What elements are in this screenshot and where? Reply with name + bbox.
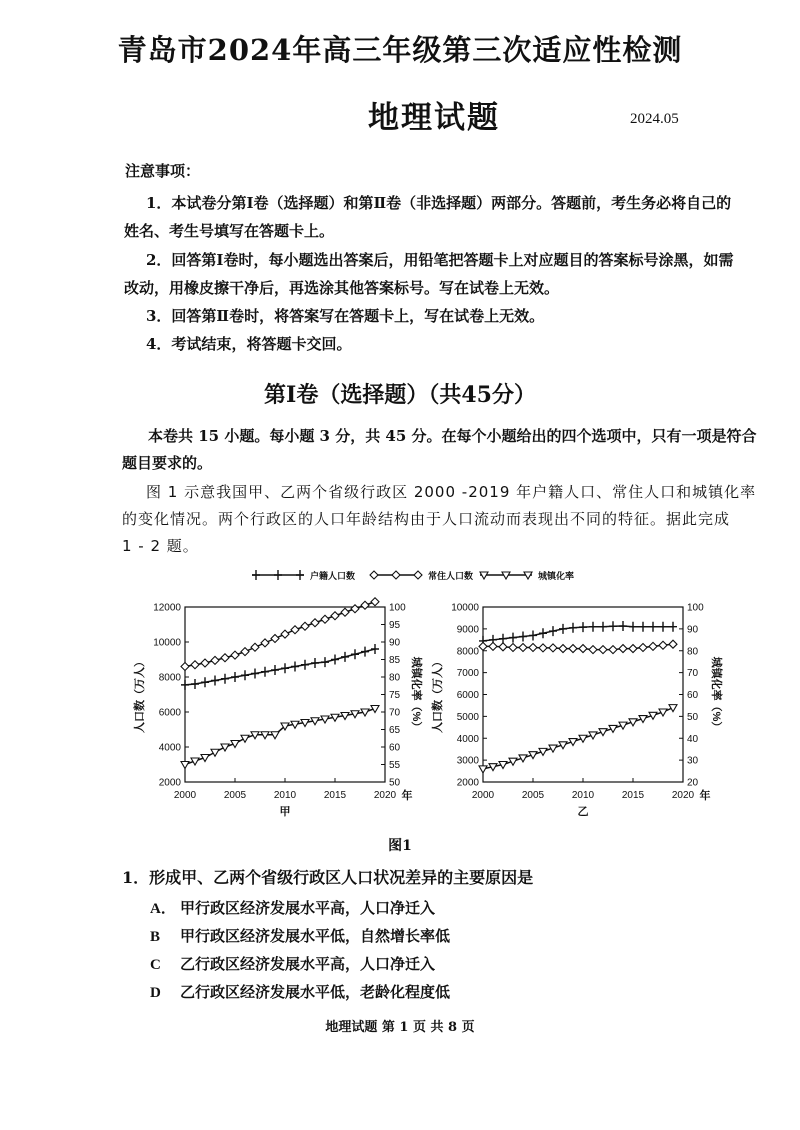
chart-1-series-1-point-5 [231, 672, 239, 682]
chart-1-series-1-point-18 [361, 647, 369, 657]
passage-line-1: 图 1 示意我国甲、乙两个省级行政区 2000 -2019 年户籍人口、常住人口和城镇化率 [146, 483, 757, 501]
chart-2-x-unit: 年 [699, 790, 711, 802]
chart-2-series-1-point-14 [619, 621, 627, 631]
notice-line-4: 改动，用橡皮擦干净后，再选涂其他答案标号。写在试卷上无效。 [124, 279, 560, 297]
chart-2-series-2-point-4 [519, 643, 527, 651]
option-d[interactable] [150, 981, 450, 1002]
chart-1-series-1-point-12 [301, 660, 309, 670]
chart-1-series-1-point-11 [291, 662, 299, 672]
chart-1-series-3-point-6 [241, 735, 249, 742]
option-d-letter: D [150, 985, 161, 1001]
chart-1-series-2-point-4 [221, 654, 229, 662]
chart-1-xtick-label-0: 2000 [173, 790, 197, 801]
chart-1-y2tick-label-0: 50 [389, 777, 401, 789]
chart-1-series-2-point-7 [251, 643, 259, 651]
chart-1-series-3-point-3 [211, 749, 219, 756]
option-c-text: 乙行政区经济发展水平高，人口净迁入 [180, 955, 436, 973]
chart-1-ytick-label-3: 8000 [158, 672, 181, 684]
chart-1-series-1-point-14 [321, 657, 329, 667]
chart-2-series-1-point-10 [579, 622, 587, 632]
chart-1-series-1-point-17 [351, 649, 359, 659]
chart-2-ytick-label-0: 2000 [456, 777, 479, 789]
chart-1-series-1-line [185, 649, 375, 685]
option-b[interactable] [150, 925, 450, 946]
chart-2-ytick-label-3: 5000 [456, 711, 479, 723]
chart-2-x-label: 乙 [577, 806, 589, 818]
chart-2-ytick-label-6: 8000 [456, 646, 479, 658]
chart-2-ytick-label-8: 10000 [451, 602, 479, 614]
chart-2-series-1-point-7 [549, 626, 557, 636]
chart-1-series-2-point-17 [351, 605, 359, 613]
chart-2-ytick-label-2: 4000 [456, 733, 479, 745]
chart-2-xtick-label-0: 2000 [471, 790, 495, 801]
chart-1-xtick-label-3: 2015 [323, 790, 347, 801]
chart-1-ytick-label-1: 4000 [158, 742, 181, 754]
chart-1-series-2-point-11 [291, 626, 299, 634]
notice-line-3: 2．回答第Ⅰ卷时，每小题选出答案后，用铅笔把答题卡上对应题目的答案标号涂黑，如需 [146, 251, 734, 269]
legend-marker-1-2 [274, 570, 282, 580]
chart-1-x-label: 甲 [279, 806, 291, 818]
chart-2-series-2-point-19 [669, 640, 677, 648]
chart-1-series-1-point-3 [211, 676, 219, 686]
chart-2-series-1-point-6 [539, 628, 547, 638]
chart-2-y-label: 人口数（万人） [432, 656, 444, 733]
chart-1-series-2-point-9 [271, 635, 279, 643]
notice-line-6: 4．考试结束，将答题卡交回。 [146, 335, 352, 353]
chart-2-series-2-point-13 [609, 646, 617, 654]
chart-2-series-3-point-0 [479, 766, 487, 773]
chart-1-series-1-point-1 [191, 679, 199, 689]
figure-label: 图1 [388, 838, 412, 854]
chart-2-y2tick-label-6: 80 [687, 646, 699, 658]
legend-marker-1-3 [296, 570, 304, 580]
chart-1-y2tick-label-10: 100 [389, 602, 406, 614]
chart-2-series-1-point-13 [609, 621, 617, 631]
option-a[interactable] [150, 897, 435, 918]
chart-1-xtick-label-4: 2020 [373, 790, 397, 801]
notice-line-5: 3．回答第Ⅱ卷时，将答案写在答题卡上，写在试卷上无效。 [146, 307, 545, 325]
chart-2-series-2-point-9 [569, 645, 577, 653]
chart-2-series-2-point-10 [579, 645, 587, 653]
chart-1-series-1-point-13 [311, 658, 319, 668]
chart-2-series-1-point-12 [599, 622, 607, 632]
chart-1-series-2-point-19 [371, 598, 379, 606]
chart-1-series-2-point-14 [321, 615, 329, 623]
legend-marker-2-3 [414, 571, 422, 579]
chart-2-ytick-label-4: 6000 [456, 690, 479, 701]
chart-1-y2tick-label-9: 95 [389, 620, 401, 631]
chart-2-series-1-point-16 [639, 622, 647, 632]
chart-2-series-2-point-16 [639, 643, 647, 651]
chart-2-ytick-label-5: 7000 [456, 668, 479, 680]
chart-2-xtick-label-3: 2015 [621, 790, 645, 801]
option-b-letter: B [150, 929, 161, 945]
notice-line-1: 1．本试卷分第Ⅰ卷（选择题）和第Ⅱ卷（非选择题）两部分。答题前，考生务必将自己的 [146, 194, 732, 212]
exam-date: 2024.05 [630, 111, 679, 127]
chart-2-xtick-label-4: 2020 [671, 790, 695, 801]
chart-2-series-2-point-11 [589, 646, 597, 654]
chart-2-series-1-line [483, 626, 673, 641]
chart-1-series-1-point-16 [341, 652, 349, 662]
page-footer: 地理试题 第 1 页 共 8 页 [325, 1020, 475, 1035]
chart-2-y2tick-label-8: 100 [687, 602, 704, 614]
chart-2-series-2-point-2 [499, 643, 507, 651]
chart-1-series-2-point-3 [211, 656, 219, 664]
chart-1-series-1-point-2 [201, 677, 209, 687]
chart-1-series-1-point-7 [251, 669, 259, 679]
chart-2-series-2-point-15 [629, 645, 637, 653]
chart-1-series-1-point-4 [221, 674, 229, 684]
chart-1-series-1-point-9 [271, 665, 279, 675]
chart-2-y2tick-label-1: 30 [687, 755, 699, 767]
chart-1-series-2-point-13 [311, 619, 319, 627]
chart-1-y2tick-label-4: 70 [389, 707, 401, 719]
exam-subtitle: 地理试题 [368, 100, 500, 136]
chart-2-series-1-point-5 [529, 630, 537, 640]
chart-2-xtick-label-2: 2010 [571, 790, 595, 801]
section-heading: 第Ⅰ卷（选择题）（共45分） [264, 382, 536, 408]
chart-1-y2tick-label-1: 55 [389, 760, 401, 771]
passage-line-3: 1 - 2 题。 [122, 537, 199, 555]
chart-2-y2tick-label-5: 70 [687, 668, 699, 680]
chart-1-y2tick-label-5: 75 [389, 690, 401, 701]
chart-1-series-2-point-16 [341, 608, 349, 616]
section-intro-line-1: 本卷共 15 小题。每小题 3 分，共 45 分。在每个小题给出的四个选项中，只有一项是符合 [148, 427, 757, 445]
option-a-letter: A． [150, 901, 176, 917]
chart-1-y2tick-label-3: 65 [389, 725, 401, 736]
chart-2-series-1-point-9 [569, 623, 577, 633]
chart-1-series-2-point-12 [301, 622, 309, 630]
chart-2-series-1-point-18 [659, 622, 667, 632]
chart-1-y2tick-label-6: 80 [389, 672, 401, 684]
chart-2-series-2-point-14 [619, 645, 627, 653]
chart-2-series-1-point-4 [519, 632, 527, 642]
chart-2-y2tick-label-3: 50 [687, 711, 699, 723]
chart-1-series-2-point-0 [181, 663, 189, 671]
chart-1-y2tick-label-2: 60 [389, 742, 401, 754]
chart-1-series-2-point-8 [261, 639, 269, 647]
chart-2-y2tick-label-0: 20 [687, 777, 699, 789]
chart-1-series-2-point-1 [191, 661, 199, 669]
chart-1-series-2-point-6 [241, 648, 249, 656]
chart-1-ytick-label-4: 10000 [153, 637, 181, 649]
chart-1-series-1-point-15 [331, 655, 339, 665]
option-c-letter: C [150, 957, 161, 973]
chart-1-y2tick-label-7: 85 [389, 655, 401, 666]
chart-2-y2tick-label-4: 60 [687, 690, 699, 701]
chart-1-x-unit: 年 [401, 790, 413, 802]
chart-2-xtick-label-1: 2005 [521, 790, 545, 801]
chart-2-ytick-label-1: 3000 [456, 755, 479, 767]
chart-1-series-3-point-4 [221, 744, 229, 751]
legend-marker-2-1 [370, 571, 378, 579]
chart-2-ytick-label-7: 9000 [456, 624, 479, 636]
chart-1-series-1-point-6 [241, 670, 249, 680]
chart-1-xtick-label-2: 2010 [273, 790, 297, 801]
chart-1-y2-label: 城镇化率（%） [410, 656, 422, 733]
chart-1-series-2-point-18 [361, 601, 369, 609]
chart-1-series-1-point-10 [281, 663, 289, 673]
chart-2-series-2-point-0 [479, 642, 487, 650]
passage-line-2: 的变化情况。两个行政区的人口年龄结构由于人口流动而表现出不同的特征。据此完成 [122, 510, 731, 528]
chart-2-series-2-point-3 [509, 643, 517, 651]
legend-marker-2-2 [392, 571, 400, 579]
chart-2-series-1-point-19 [669, 622, 677, 632]
option-d-text: 乙行政区经济发展水平低，老龄化程度低 [180, 983, 451, 1001]
legend-label-3: 城镇化率 [538, 571, 575, 581]
chart-1-series-2-point-10 [281, 630, 289, 638]
chart-2-y2tick-label-2: 40 [687, 733, 699, 745]
chart-1-series-2-point-2 [201, 659, 209, 667]
section-intro-line-2: 题目要求的。 [122, 454, 213, 472]
option-c[interactable] [150, 953, 435, 974]
chart-2-series-2-point-5 [529, 643, 537, 651]
chart-2-series-2-point-17 [649, 642, 657, 650]
chart-2-series-1-point-11 [589, 622, 597, 632]
chart-1-ytick-label-0: 2000 [158, 777, 181, 789]
chart-1-series-1-point-19 [371, 644, 379, 654]
chart-1-series-1-point-0 [181, 680, 189, 690]
legend-label-2: 常住人口数 [428, 571, 474, 581]
chart-2-series-2-point-6 [539, 644, 547, 652]
chart-2-y2tick-label-7: 90 [687, 624, 699, 636]
chart-2-series-2-point-7 [549, 644, 557, 652]
chart-2-series-1-point-8 [559, 624, 567, 634]
question-1-stem: 1．形成甲、乙两个省级行政区人口状况差异的主要原因是 [122, 868, 534, 887]
chart-1-ytick-label-5: 12000 [153, 602, 181, 614]
option-a-text: 甲行政区经济发展水平高，人口净迁入 [180, 899, 436, 917]
chart-1-xtick-label-1: 2005 [223, 790, 247, 801]
chart-1-series-3-point-0 [181, 762, 189, 769]
chart-2-series-2-point-8 [559, 645, 567, 653]
chart-2-series-2-point-18 [659, 641, 667, 649]
chart-2-series-2-point-1 [489, 642, 497, 650]
chart-1-series-2-point-5 [231, 651, 239, 659]
exam-title: 青岛市2024年高三年级第三次适应性检测 [117, 33, 683, 67]
legend-label-1: 户籍人口数 [310, 571, 356, 581]
chart-2-series-1-point-15 [629, 622, 637, 632]
chart-2-series-1-point-17 [649, 622, 657, 632]
chart-2-series-1-point-3 [509, 633, 517, 643]
notice-heading: 注意事项： [125, 162, 201, 180]
chart-1-series-2-point-15 [331, 612, 339, 620]
chart-1-series-1-point-8 [261, 667, 269, 677]
notice-line-2: 姓名、考生号填写在答题卡上。 [124, 222, 335, 240]
chart-1-ytick-label-2: 6000 [158, 707, 181, 719]
chart-1-y-label: 人口数（万人） [134, 656, 146, 733]
chart-1-y2tick-label-8: 90 [389, 637, 401, 649]
chart-2-y2-label: 城镇化率（%） [710, 656, 722, 733]
chart-2-series-2-point-12 [599, 646, 607, 654]
legend-marker-1-1 [252, 570, 260, 580]
option-b-text: 甲行政区经济发展水平低，自然增长率低 [180, 927, 451, 945]
